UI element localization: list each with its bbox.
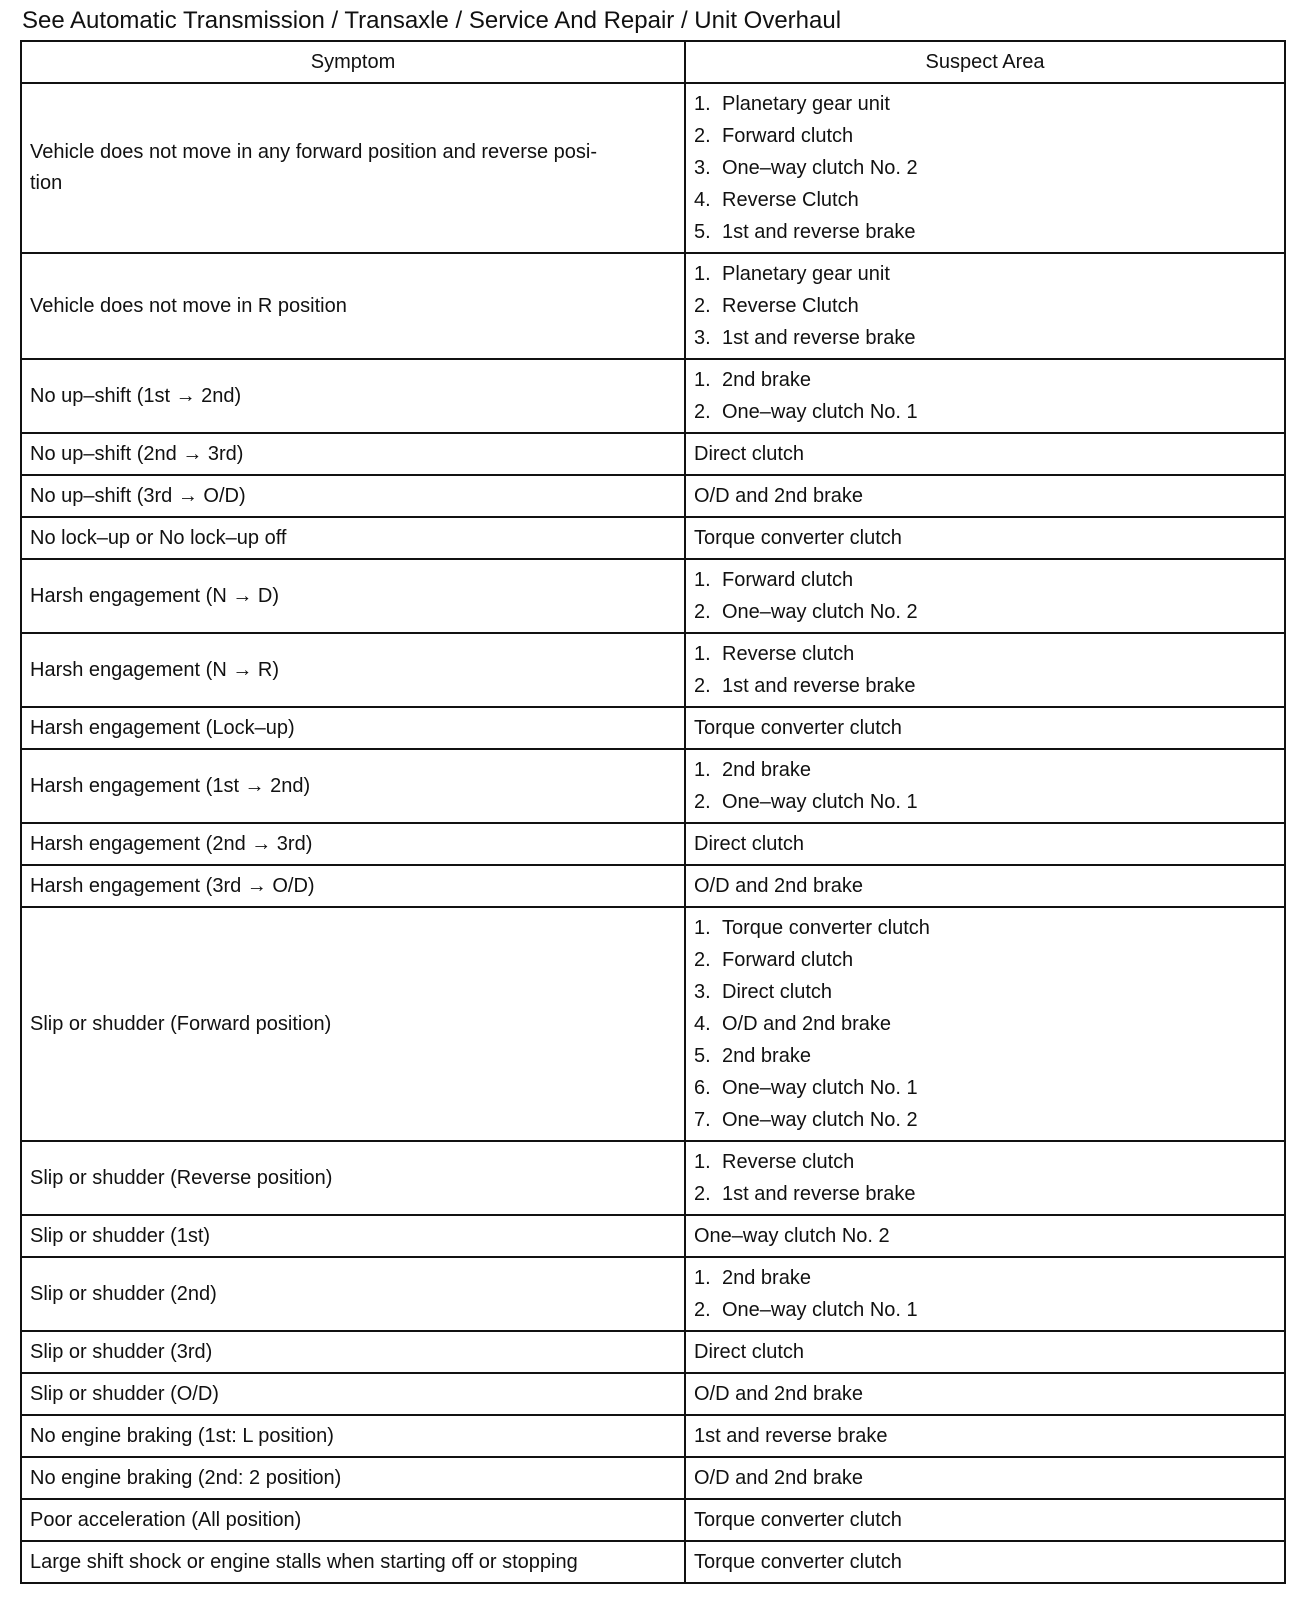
suspect-area-cell [685,633,1285,707]
suspect-area-item [694,216,1276,248]
suspect-area-item [694,754,1276,786]
suspect-area-cell [685,1415,1285,1457]
item-text: O/D and 2nd brake [722,1013,891,1035]
item-number: 4. [694,1013,711,1035]
item-number: 3. [694,981,711,1003]
table-row [21,559,1285,633]
item-text: One–way clutch No. 2 [722,601,918,623]
suspect-area-item: One–way clutch No. 2 [694,1225,890,1247]
table-row [21,865,1285,907]
suspect-area-item: Direct clutch [694,1341,805,1363]
item-text: One–way clutch No. 1 [722,1077,918,1099]
symptom-cell: Harsh engagement (N → D) [21,559,685,633]
suspect-area-item [694,638,1276,670]
item-text: One–way clutch No. 2 [722,1109,918,1131]
suspect-area-item [694,1008,1276,1040]
table-row [21,359,1285,433]
item-text: Reverse Clutch [722,295,859,317]
table-row [21,1373,1285,1415]
suspect-area-cell [685,1331,1285,1373]
symptom-cell: Large shift shock or engine stalls when starting off or stopping [21,1541,685,1583]
table-row [21,517,1285,559]
item-number: 2. [694,791,711,813]
suspect-area-item: O/D and 2nd brake [694,1467,863,1489]
item-text: Reverse Clutch [722,189,859,211]
item-text: 1st and reverse brake [722,221,916,243]
symptom-cell: Harsh engagement (N → R) [21,633,685,707]
suspect-area-item: Direct clutch [694,833,805,855]
suspect-area-item [694,364,1276,396]
suspect-area-item [694,1040,1276,1072]
header-suspect-area: Suspect Area [685,41,1285,83]
item-number: 3. [694,157,711,179]
item-text: 2nd brake [722,1267,811,1289]
table-row [21,1215,1285,1257]
suspect-area-item [694,1178,1276,1210]
suspect-area-item: O/D and 2nd brake [694,485,863,507]
item-text: Forward clutch [722,125,854,147]
suspect-area-cell [685,1457,1285,1499]
item-text: 1st and reverse brake [722,327,916,349]
item-text: Planetary gear unit [722,263,890,285]
suspect-area-cell [685,475,1285,517]
suspect-area-item [694,1294,1276,1326]
table-row [21,633,1285,707]
suspect-area-item: O/D and 2nd brake [694,1383,863,1405]
table-row [21,1415,1285,1457]
item-number: 1. [694,93,711,115]
item-number: 1. [694,643,711,665]
suspect-area-cell [685,1541,1285,1583]
item-number: 2. [694,1183,711,1205]
suspect-area-item [694,1146,1276,1178]
suspect-area-item: Direct clutch [694,443,805,465]
symptom-cell: No up–shift (3rd → O/D) [21,475,685,517]
item-text: Planetary gear unit [722,93,890,115]
item-number: 4. [694,189,711,211]
item-number: 2. [694,125,711,147]
suspect-area-item [694,786,1276,818]
table-header-row [21,41,1285,83]
item-text: 2nd brake [722,1045,811,1067]
page-heading: See Automatic Transmission / Transaxle / Service And Repair / Unit Overhaul [22,7,842,34]
item-number: 2. [694,295,711,317]
suspect-area-cell [685,1141,1285,1215]
item-number: 1. [694,569,711,591]
item-number: 2. [694,401,711,423]
suspect-area-cell [685,907,1285,1141]
table-row [21,1499,1285,1541]
suspect-area-cell [685,83,1285,253]
suspect-area-item: 1st and reverse brake [694,1425,888,1447]
table-row [21,433,1285,475]
symptom-cell: Slip or shudder (2nd) [21,1257,685,1331]
symptom-cell: No engine braking (1st: L position) [21,1415,685,1457]
suspect-area-cell [685,865,1285,907]
table-row [21,823,1285,865]
item-text: 2nd brake [722,369,811,391]
item-number: 3. [694,327,711,349]
item-number: 1. [694,263,711,285]
symptom-cell: Vehicle does not move in any forward position and reverse posi- tion [21,83,685,253]
suspect-area-cell [685,359,1285,433]
table-body [21,83,1285,1583]
suspect-area-item [694,290,1276,322]
suspect-area-item [694,258,1276,290]
table-row [21,1457,1285,1499]
suspect-area-cell [685,1257,1285,1331]
symptom-cell: No up–shift (1st → 2nd) [21,359,685,433]
item-number: 5. [694,221,711,243]
item-text: 2nd brake [722,759,811,781]
suspect-area-item: Torque converter clutch [694,1509,902,1531]
item-text: One–way clutch No. 2 [722,157,918,179]
item-text: Forward clutch [722,949,854,971]
symptom-cell: Slip or shudder (Forward position) [21,907,685,1141]
suspect-area-item [694,944,1276,976]
suspect-area-item [694,670,1276,702]
item-text: One–way clutch No. 1 [722,791,918,813]
item-text: 1st and reverse brake [722,1183,916,1205]
suspect-area-item [694,564,1276,596]
suspect-area-item [694,1262,1276,1294]
item-number: 2. [694,1299,711,1321]
suspect-area-item [694,152,1276,184]
suspect-area-cell [685,1499,1285,1541]
table-row [21,1331,1285,1373]
suspect-area-item [694,596,1276,628]
item-text: 1st and reverse brake [722,675,916,697]
item-number: 1. [694,1151,711,1173]
suspect-area-cell [685,1373,1285,1415]
item-number: 5. [694,1045,711,1067]
item-number: 6. [694,1077,711,1099]
suspect-area-cell [685,559,1285,633]
header-symptom: Symptom [21,41,685,83]
item-number: 1. [694,759,711,781]
suspect-area-item: O/D and 2nd brake [694,875,863,897]
suspect-area-cell [685,749,1285,823]
symptom-cell: Slip or shudder (Reverse position) [21,1141,685,1215]
item-number: 1. [694,369,711,391]
suspect-area-cell [685,253,1285,359]
suspect-area-cell [685,1215,1285,1257]
symptom-cell: No engine braking (2nd: 2 position) [21,1457,685,1499]
item-number: 7. [694,1109,711,1131]
item-text: Forward clutch [722,569,854,591]
table-row [21,749,1285,823]
suspect-area-cell [685,707,1285,749]
suspect-area-cell [685,433,1285,475]
suspect-area-item: Torque converter clutch [694,717,902,739]
table-row [21,1257,1285,1331]
item-number: 1. [694,917,711,939]
item-text: One–way clutch No. 1 [722,401,918,423]
symptom-cell: Harsh engagement (1st → 2nd) [21,749,685,823]
item-number: 2. [694,675,711,697]
table-row [21,1541,1285,1583]
suspect-area-item: Torque converter clutch [694,527,902,549]
suspect-area-item [694,184,1276,216]
table-row [21,1141,1285,1215]
table-row [21,907,1285,1141]
suspect-area-cell [685,823,1285,865]
item-text: One–way clutch No. 1 [722,1299,918,1321]
item-number: 2. [694,601,711,623]
symptom-cell: Harsh engagement (2nd → 3rd) [21,823,685,865]
suspect-area-item [694,976,1276,1008]
symptom-cell: Harsh engagement (Lock–up) [21,707,685,749]
table-row [21,253,1285,359]
item-number: 1. [694,1267,711,1289]
item-text: Reverse clutch [722,1151,855,1173]
table-row [21,707,1285,749]
symptom-cell: Slip or shudder (O/D) [21,1373,685,1415]
suspect-area-item [694,912,1276,944]
table-row [21,83,1285,253]
suspect-area-item [694,1072,1276,1104]
symptom-cell: Slip or shudder (3rd) [21,1331,685,1373]
table-row [21,475,1285,517]
suspect-area-item [694,396,1276,428]
symptom-cell: Poor acceleration (All position) [21,1499,685,1541]
symptom-table [20,40,1286,1584]
symptom-cell: Slip or shudder (1st) [21,1215,685,1257]
item-number: 2. [694,949,711,971]
symptom-cell: No lock–up or No lock–up off [21,517,685,559]
suspect-area-item [694,322,1276,354]
symptom-cell: Vehicle does not move in R position [21,253,685,359]
item-text: Torque converter clutch [722,917,930,939]
suspect-area-item [694,1104,1276,1136]
suspect-area-cell [685,517,1285,559]
item-text: Reverse clutch [722,643,855,665]
symptom-cell: Harsh engagement (3rd → O/D) [21,865,685,907]
suspect-area-item [694,88,1276,120]
symptom-cell: No up–shift (2nd → 3rd) [21,433,685,475]
suspect-area-item: Torque converter clutch [694,1551,902,1573]
suspect-area-item [694,120,1276,152]
item-text: Direct clutch [722,981,833,1003]
